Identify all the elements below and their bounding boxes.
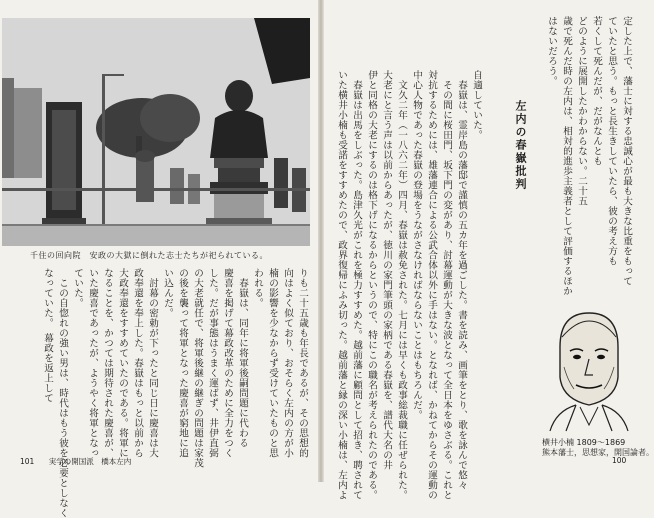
photo-caption: 千住の回向院 安政の大獄に倒れた志士たちが祀られている。: [30, 251, 268, 260]
right-text-column-6: はないだろう。: [546, 16, 557, 86]
portrait-caption-description: 熊本藩士，思想家，開国論者。: [542, 448, 654, 457]
right-text-column-3: 若くして死んだが、だがなんとも: [591, 16, 602, 166]
left-text-column-11: 討幕の密勅が下ったと同じ日に慶喜は大: [147, 268, 158, 458]
section-heading: 左内の春嶽批判: [514, 100, 527, 191]
left-text-column-8: の大老就任で、将軍後継の継ぎの問題は家茂: [192, 268, 203, 468]
left-text-column-16: ていた。: [72, 268, 83, 308]
left-page-number: 101: [20, 457, 35, 466]
left-text-column-2: 向はよく似ており、おそらく左内の方が小: [282, 268, 293, 458]
right-text-column-11: 対抗するためには、雄藩連合による公武合体以外に手はない。となれば、かねてからその運動の: [426, 70, 437, 500]
left-running-title: 実学の開国派 橋本左内: [48, 457, 132, 466]
portrait-caption-name: 横井小楠 1809～1869: [542, 438, 626, 447]
left-text-column-6: 慶喜を掲げて幕政改革のために全力をつく: [222, 268, 233, 458]
temple-statue-photo: [2, 18, 310, 246]
left-text-column-17: この自惚れの強い男は、時代はもう彼を必要としなく: [57, 268, 68, 518]
photo-illustration: [2, 18, 310, 246]
right-text-column-10: その間に桜田門、坂下門の変があり、討幕運動が大きな波となって全日本をゆさぶる。これと: [441, 70, 452, 500]
right-text-column-14: 大老にと言う声は以前からあったが、徳川の家門筆頭の家柄である春嶽を、譜代大名の井: [381, 70, 392, 470]
left-text-column-18: なっていた。 幕政を返上して: [42, 268, 53, 404]
right-text-column-5: 歳で死んだ時の左内は、相対的進歩主義者として評価するほか: [561, 16, 572, 296]
right-page-number: 100: [612, 456, 627, 465]
left-footer: [20, 456, 131, 467]
left-text-column-1: りも二十五歳も年長であるが、その思想的: [297, 268, 308, 458]
left-text-column-5: 春嶽は、同年に将軍後嗣問題に代わる: [237, 268, 248, 448]
right-text-column-12: 中心人物であった春嶽の登場をうながさなければならないことはもちろんだ。: [411, 70, 422, 420]
right-text-column-15: 伊と同格の大老にするのは格下げになるからというので、特にこの職名が考えられたのである。: [366, 70, 377, 500]
left-text-column-7: した。だが事態はうまく運ばず、井伊直弼: [207, 268, 218, 458]
right-text-column-13: 文久二年（一八六二年）四月、春嶽は赦免された。七月には早くも政事総裁職に任ぜられた。: [396, 70, 407, 500]
left-text-column-3: 楠の影響を少なからず受けていたものと思: [267, 268, 278, 458]
portrait-illustration: [546, 307, 632, 431]
left-text-column-14: なることを、かつては期待された慶喜が、: [102, 268, 113, 458]
left-text-column-9: の後を襲って将軍となった慶喜が窮地に追: [177, 268, 188, 458]
book-gutter: [318, 0, 324, 482]
left-text-column-12: 政奉還を奉上した。春嶽はもっと以前から: [132, 268, 143, 458]
right-text-column-2: ていたと思う。もっと長生きしていたら、彼の考え方も: [606, 16, 617, 266]
left-text-column-13: 大政奉還をすすめていたのである。将軍に: [117, 268, 128, 458]
left-text-column-4: われる。: [252, 268, 263, 308]
right-text-column-8: 自適していた。: [471, 70, 482, 140]
right-text-column-16: 春嶽は出馬をしぶった。島津久光がこれを極力すすめた。越前藩に顧問として招き、聘されて: [351, 70, 362, 500]
left-text-column-15: いた慶喜であったが、ようやく将軍となっ: [87, 268, 98, 458]
right-text-column-17: いた横井小楠も受諾をすすめたので、政界復帰にふみ切った。越前藩と縁の深い小楠は、左内よ: [336, 70, 347, 500]
right-text-column-1: 定した上で、藩士に対する忠誠心が最も大きな比重をもって: [621, 16, 632, 286]
right-text-column-9: 春嶽は、霊岸島の藩邸で謹慎の五カ年を過ごした。書を読み、画筆をとり、歌を詠んで悠々: [456, 70, 467, 490]
right-text-column-4: どのように展開したかわからない。二十五: [576, 16, 587, 206]
yokoi-shonan-portrait: [546, 307, 632, 431]
left-text-column-10: い込んだ。: [162, 268, 173, 318]
